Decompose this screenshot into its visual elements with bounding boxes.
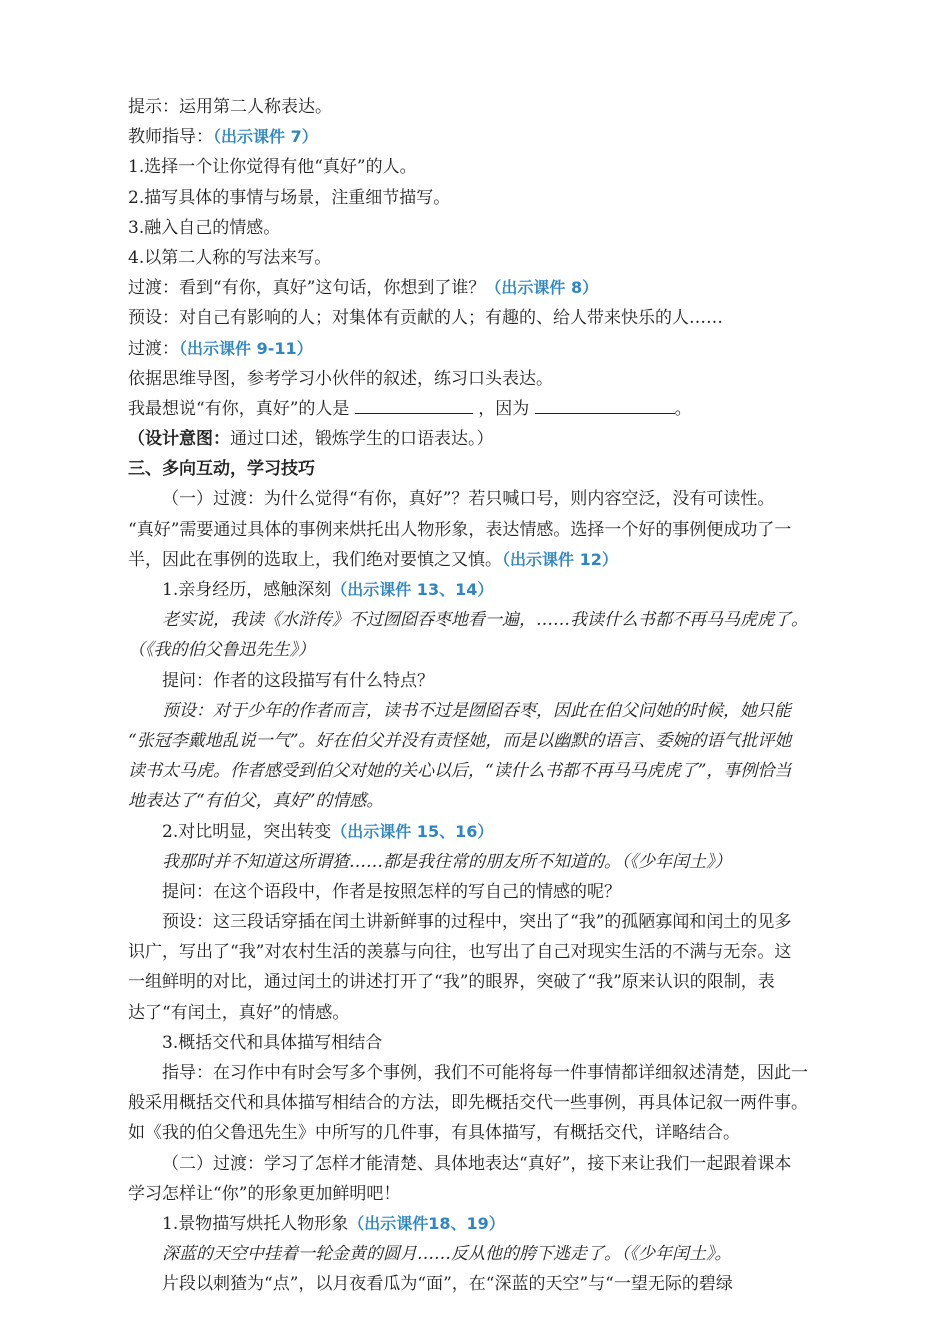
paragraph-text: 半，因此在事例的选取上，我们绝对要慎之又慎。 — [128, 549, 502, 570]
preset-text: 识广，写出了“我”对农村生活的羡慕与向往，也写出了自己对现实生活的不满与无奈。这 — [128, 942, 792, 963]
courseware-ref: （出示课件 7） — [213, 127, 318, 147]
instruction-text: 依据思维导图，参考学习小伙伴的叙述，练习口头表达。 — [128, 368, 553, 389]
text-line — [128, 152, 860, 182]
courseware-ref: （出示课件 13、14） — [331, 580, 494, 599]
subsection-title: 1.亲身经历，感触深刻 — [162, 580, 332, 600]
section-heading-text: 三、多向互动，学习技巧 — [128, 459, 315, 480]
text-line — [128, 515, 860, 545]
text-line — [128, 756, 860, 786]
text-line — [128, 545, 860, 575]
paragraph-text: 片段以刺猹为“点”，以月夜看瓜为“面”，在“深蓝的天空”与“一望无际的碧绿 — [162, 1274, 733, 1295]
list-item: 4.以第二人称的写法来写。 — [128, 247, 332, 268]
text-line — [128, 484, 860, 514]
text-line — [128, 1149, 860, 1179]
text-line — [128, 303, 860, 333]
list-item: 1.选择一个让你觉得有他“真好”的人。 — [128, 157, 417, 178]
text-line — [128, 696, 860, 726]
teacher-guidance-label: 教师指导： — [128, 127, 213, 148]
text-line — [128, 183, 860, 213]
design-intent-label: （设计意图： — [128, 429, 230, 450]
text-line — [128, 213, 860, 243]
preset-text: 预设：对自己有影响的人；对集体有贡献的人；有趣的、给人带来快乐的人…… — [128, 308, 723, 329]
preset-text: 达了“有闰土，真好”的情感。 — [128, 1002, 350, 1023]
courseware-ref: （出示课件 9-11） — [179, 338, 313, 358]
subsection-title: 3.概括交代和具体描写相结合 — [162, 1032, 383, 1053]
text-line — [128, 635, 860, 665]
text-line — [128, 243, 860, 273]
text-line — [128, 334, 860, 364]
text-line — [128, 575, 860, 605]
paragraph-text: “真好”需要通过具体的事例来烘托出人物形象，表达情感。选择一个好的事例便成功了一 — [128, 519, 792, 540]
quote-source: （《我的伯父鲁迅先生》） — [128, 640, 315, 661]
text-line — [128, 424, 860, 454]
text-line — [128, 877, 860, 907]
courseware-ref: （出示课件 15、16） — [331, 821, 494, 841]
paragraph-text: （二）过渡：学习了怎样才能清楚、具体地表达“真好”，接下来让我们一起跟着课本 — [162, 1153, 792, 1174]
text-line — [128, 967, 860, 997]
text-line — [128, 273, 860, 303]
fill-in-text: 。 — [674, 398, 692, 419]
text-line — [128, 605, 860, 635]
courseware-ref: （出示课件 8） — [485, 278, 599, 298]
courseware-ref: （出示课件18、19） — [348, 1213, 505, 1233]
guidance-text: 如《我的伯父鲁迅先生》中所写的几件事，有具体描写，有概括交代，详略结合。 — [128, 1123, 740, 1144]
paragraph-text: （一）过渡：为什么觉得“有你，真好”？若只喊口号，则内容空泛，没有可读性。 — [162, 489, 775, 510]
text-line — [128, 666, 860, 696]
text-line — [128, 1088, 860, 1118]
text-line — [128, 937, 860, 967]
text-line — [128, 726, 860, 756]
preset-text: “张冠李戴地乱说一气”。好在伯父并没有责怪她，而是以幽默的语言、委婉的语气批评她 — [128, 730, 792, 751]
list-item: 3.融入自己的情感。 — [128, 217, 281, 238]
paragraph-text: 学习怎样让“你”的形象更加鲜明吧！ — [128, 1183, 401, 1204]
text-line — [128, 1269, 860, 1299]
preset-text: 一组鲜明的对比，通过闰土的讲述打开了“我”的眼界，突破了“我”原来认识的限制，表 — [128, 972, 775, 993]
preset-text: 读书太马虎。作者感受到伯父对她的关心以后，“读什么书都不再马马虎虎了”，事例恰当 — [128, 761, 792, 782]
subsection-title: 2.对比明显，突出转变 — [162, 821, 332, 842]
text-line — [128, 1028, 860, 1058]
text-line — [128, 122, 860, 152]
transition-text: 过渡： — [128, 338, 179, 359]
document-page — [128, 92, 860, 1300]
subsection-title: 1.景物描写烘托人物形象 — [162, 1213, 349, 1234]
text-line — [128, 394, 860, 424]
text-line — [128, 847, 860, 877]
text-line — [128, 998, 860, 1028]
text-line — [128, 1209, 860, 1239]
text-line — [128, 92, 860, 122]
preset-text: 预设：对于少年的作者而言，读书不过是囫囵吞枣，因此在伯父问她的时候，她只能 — [162, 700, 791, 721]
text-line — [128, 1179, 860, 1209]
fill-in-text: ，因为 — [478, 398, 530, 419]
quote-text: 深蓝的天空中挂着一轮金黄的圆月……反从他的胯下逃走了。（《少年闰土》。 — [162, 1244, 732, 1265]
design-intent-text: 通过口述，锻炼学生的口语表达。） — [230, 429, 494, 450]
text-line — [128, 1058, 860, 1088]
guidance-text: 指导：在习作中有时会写多个事例，我们不可能将每一件事情都详细叙述清楚，因此一 — [162, 1063, 808, 1083]
text-line — [128, 1239, 860, 1269]
tip-text: 提示：运用第二人称表达。 — [128, 97, 332, 117]
fill-in-text: 我最想说“有你，真好”的人是 — [128, 398, 350, 419]
list-item: 2.描写具体的事情与场景，注重细节描写。 — [128, 187, 451, 208]
guidance-text: 般采用概括交代和具体描写相结合的方法，即先概括交代一些事例，再具体记叙一两件事。 — [128, 1093, 808, 1114]
courseware-ref: （出示课件 12） — [502, 549, 618, 569]
text-line — [128, 907, 860, 937]
transition-text: 过渡：看到“有你，真好”这句话，你想到了谁？ — [128, 278, 486, 299]
text-line — [128, 1118, 860, 1148]
question-text: 提问：在这个语段中，作者是按照怎样的写自己的情感的呢？ — [162, 881, 621, 902]
text-line — [128, 364, 860, 394]
quote-text: 老实说，我读《水浒传》不过囫囵吞枣地看一遍，……我读什么书都不再马马虎虎了。 — [162, 610, 808, 631]
fill-blank — [535, 397, 675, 414]
text-line — [128, 786, 860, 816]
quote-text: 我那时并不知道这所谓猹……都是我往常的朋友所不知道的。（《少年闰土》） — [162, 851, 732, 872]
question-text: 提问：作者的这段描写有什么特点？ — [162, 670, 434, 691]
fill-blank — [355, 397, 473, 414]
section-heading — [128, 454, 860, 484]
text-line — [128, 817, 860, 847]
preset-text: 地表达了“有伯父，真好”的情感。 — [128, 791, 384, 812]
preset-text: 预设：这三段话穿插在闰土讲新鲜事的过程中，突出了“我”的孤陋寡闻和闰土的见多 — [162, 912, 792, 933]
